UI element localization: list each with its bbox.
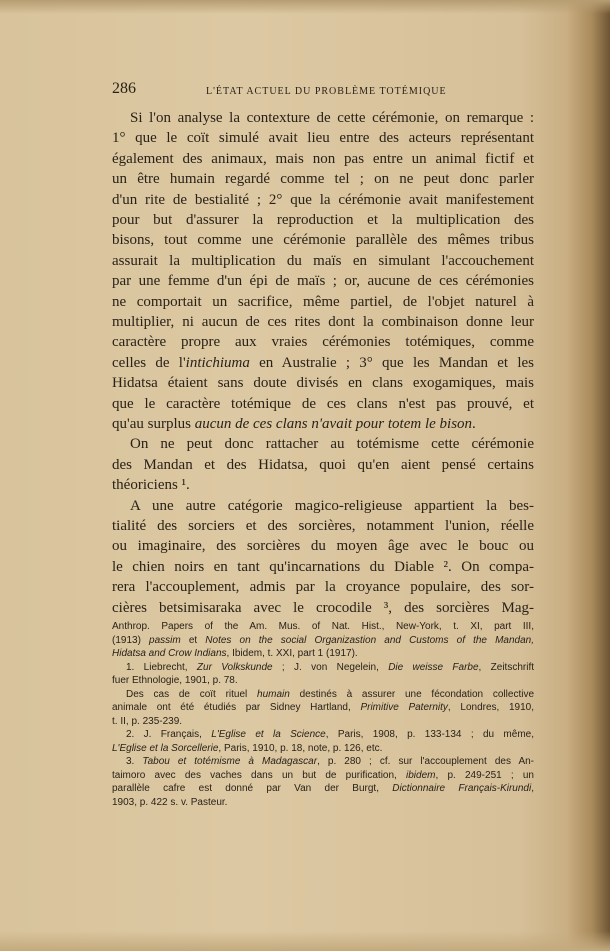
body-line [112, 455, 534, 475]
line-text [126, 755, 534, 768]
text-segment: , Paris, 1910, p. 18, note, p. 126, etc. [218, 742, 383, 754]
text-segment: des Mandan et des Hidatsa, quoi qu'en aient pensé certains [112, 456, 534, 473]
body-line [112, 353, 534, 373]
body-line [112, 332, 534, 352]
line-text [112, 715, 182, 728]
text-segment: , p. 280 ; cf. sur l'accouplement des An- [317, 756, 535, 767]
text-segment: Hidatsa étaient sans doute divisés en clans exogamiques, mais [112, 375, 534, 392]
text-segment: , p. 249-251 ; un [435, 769, 534, 781]
body-line [112, 128, 534, 148]
body-line [130, 108, 534, 128]
body-line [112, 271, 534, 291]
line-text [112, 271, 534, 291]
text-segment: en Australie ; 3° que les Mandan et les [249, 354, 534, 371]
text-segment: que le caractère totémique de ces clans n'est pas prouvé, et [112, 395, 534, 412]
text-segment: et [180, 634, 206, 646]
text-segment: d'un rite de bestialité ; 2° que la cérémonie avait manifestement [112, 191, 534, 208]
footnote-line [112, 647, 534, 660]
footnote-line [112, 782, 534, 795]
body-line [112, 312, 534, 332]
page-bottom-shadow [0, 931, 610, 951]
line-text [126, 661, 534, 674]
italic-text: passim [149, 634, 181, 646]
line-text [112, 455, 534, 475]
text-segment: qu'au surplus [112, 416, 195, 432]
line-text [112, 149, 534, 169]
footnote-line [112, 620, 534, 633]
line-text [112, 769, 534, 782]
footnote-line [112, 796, 534, 809]
text-segment: 1° que le coït simulé avait lieu entre des acteurs représentant [112, 130, 534, 147]
body-line [112, 394, 534, 414]
footnote-line [112, 674, 534, 687]
line-text [112, 251, 534, 271]
body-line [112, 210, 534, 230]
body-line [112, 149, 534, 169]
text-segment: par une femme d'un épi de maïs ; or, aucune de ces cérémonies [112, 273, 534, 290]
line-text [112, 128, 534, 148]
line-text [130, 434, 534, 454]
text-segment: ; J. von Negelein, [272, 661, 389, 673]
page-number: 286 [112, 80, 136, 97]
italic-text: Notes on the social Organizastion and Customs of the Mandan, [205, 634, 535, 646]
text-segment: , Ibidem, t. XXI, part 1 (1917). [226, 648, 358, 659]
text-segment: (1913) [112, 634, 150, 646]
text-segment: théoriciens ¹. [112, 477, 190, 494]
line-text [130, 108, 534, 128]
text-segment: parallèle cafre est donné par Van der Burgt, [112, 783, 393, 794]
italic-text: Dictionnaire Français-Kirundi [392, 783, 532, 794]
text-segment: 2. J. Français, [126, 729, 212, 740]
text-segment: destinés à assurer une fécondation collective [289, 688, 535, 700]
text-segment: Des cas de coït rituel [126, 688, 258, 700]
text-segment: tialité des sorciers et des sorcières, notamment l'union, réelle [112, 518, 534, 534]
text-segment: , Paris, 1908, p. 133-134 ; du même, [325, 729, 534, 740]
text-segment: le chien noirs en tant qu'incarnations du Diable ². On compa- [112, 558, 534, 575]
line-text [112, 230, 534, 250]
text-segment: . [472, 416, 476, 432]
text-segment: assurait la multiplication du maïs en simulant l'accouchement [112, 252, 534, 269]
body-line [112, 190, 534, 210]
line-text [112, 312, 534, 332]
italic-text: humain [257, 688, 290, 700]
footnote-line [112, 634, 534, 647]
line-text [112, 516, 534, 536]
body-line [112, 292, 534, 312]
line-text [112, 169, 534, 189]
running-head: L'ÉTAT ACTUEL DU PROBLÈME TOTÉMIQUE [206, 86, 447, 97]
body-line [112, 475, 534, 495]
line-text [126, 728, 534, 741]
text-segment: Anthrop. Papers of the Am. Mus. of Nat. Hist., New-York, t. XI, part III, [112, 621, 534, 632]
italic-text: Zur Volkskunde [196, 661, 273, 673]
body-line [112, 373, 534, 393]
line-text [112, 647, 358, 660]
text-segment: un être humain regardé comme tel ; on ne peut donc parler [112, 171, 534, 188]
footnote-line [112, 715, 534, 728]
text-segment: celles de l' [112, 354, 186, 371]
body-line [112, 169, 534, 189]
text-segment: également des animaux, mais non pas entre un animal fictif et [112, 150, 534, 167]
line-text [112, 373, 534, 393]
text-segment: animale ont été étudiés par Sidney Hartland, [112, 702, 361, 713]
line-text [112, 536, 534, 556]
line-text [112, 190, 534, 210]
text-segment: multiplier, ni aucun de ces rites dont la combinaison donne leur [112, 314, 534, 330]
text-segment: caractère propre aux vraies cérémonies totémiques, comme [112, 334, 534, 351]
italic-text: aucun de ces clans n'avait pour totem le bison [194, 416, 473, 432]
page-top-shadow [0, 0, 610, 14]
line-text [112, 674, 238, 687]
text-segment: pour but d'assurer la reproduction et la multiplication des [112, 212, 534, 228]
line-text [112, 475, 190, 495]
text-segment: rera l'accouplement, admis par la croyance populaire, des sor- [112, 579, 534, 596]
text-segment: On ne peut donc rattacher au totémisme cette cérémonie [130, 436, 534, 453]
line-text [130, 496, 534, 516]
line-text [112, 353, 534, 373]
text-segment: fuer Ethnologie, 1901, p. 78. [112, 675, 238, 686]
line-text [112, 742, 382, 755]
text-segment: , [531, 783, 534, 794]
body-line [112, 577, 534, 597]
line-text [112, 292, 534, 312]
italic-text: intichiuma [185, 354, 250, 371]
text-segment: A une autre catégorie magico-religieuse appartient la bes- [130, 497, 534, 514]
line-text [112, 782, 534, 795]
body-line [112, 414, 534, 434]
italic-text: ibidem [406, 769, 436, 781]
line-text [112, 414, 476, 434]
footnote-line [112, 701, 534, 714]
footnote-line [126, 688, 534, 701]
line-text [126, 688, 534, 701]
italic-text: Tabou et totémisme à Madagascar [142, 756, 318, 767]
body-line [112, 516, 534, 536]
italic-text: L'Eglise et la Science [211, 729, 326, 740]
line-text [112, 210, 534, 230]
body-line [130, 496, 534, 516]
text-segment: 3. [126, 756, 143, 767]
footnote-line [126, 728, 534, 741]
body-line [112, 598, 534, 618]
text-segment: 1. Liebrecht, [126, 661, 197, 673]
line-text [112, 701, 534, 714]
footnote-line [112, 769, 534, 782]
text-segment: cières betsimisaraka avec le crocodile ³, des sorcières Mag- [112, 599, 534, 616]
text-segment: bisons, tout comme une cérémonie parallèle des mêmes tribus [112, 232, 534, 249]
line-text [112, 620, 534, 633]
text-segment: , Londres, 1910, [447, 702, 535, 713]
italic-text: Primitive Paternity [360, 702, 448, 713]
footnote-line [112, 742, 534, 755]
text-segment: taimoro avec des vaches dans un but de purification, [112, 769, 407, 781]
text-segment: , Zeitschrift [478, 661, 534, 673]
footnote-line [126, 755, 534, 768]
line-text [112, 332, 534, 352]
line-text [112, 634, 534, 647]
line-text [112, 577, 534, 597]
italic-text: L'Eglise et la Sorcellerie [112, 742, 219, 754]
body-line [112, 557, 534, 577]
line-text [112, 796, 227, 809]
body-line [112, 536, 534, 556]
body-line [130, 434, 534, 454]
text-segment: t. II, p. 235-239. [112, 715, 183, 727]
text-segment: ne comportait un sacrifice, même partiel, de l'objet naturel à [112, 293, 534, 310]
body-line [112, 230, 534, 250]
line-text [112, 557, 534, 577]
text-segment: Si l'on analyse la contexture de cette cérémonie, on remarque : [130, 110, 534, 126]
footnote-line [126, 661, 534, 674]
line-text [112, 598, 534, 618]
text-segment: ou imaginaire, des sorcières du moyen âge avec le bouc ou [112, 538, 534, 555]
italic-text: Die weisse Farbe [388, 661, 479, 673]
line-text [112, 394, 534, 414]
body-line [112, 251, 534, 271]
text-segment: 1903, p. 422 s. v. Pasteur. [112, 796, 228, 808]
italic-text: Hidatsa and Crow Indians [112, 648, 227, 659]
